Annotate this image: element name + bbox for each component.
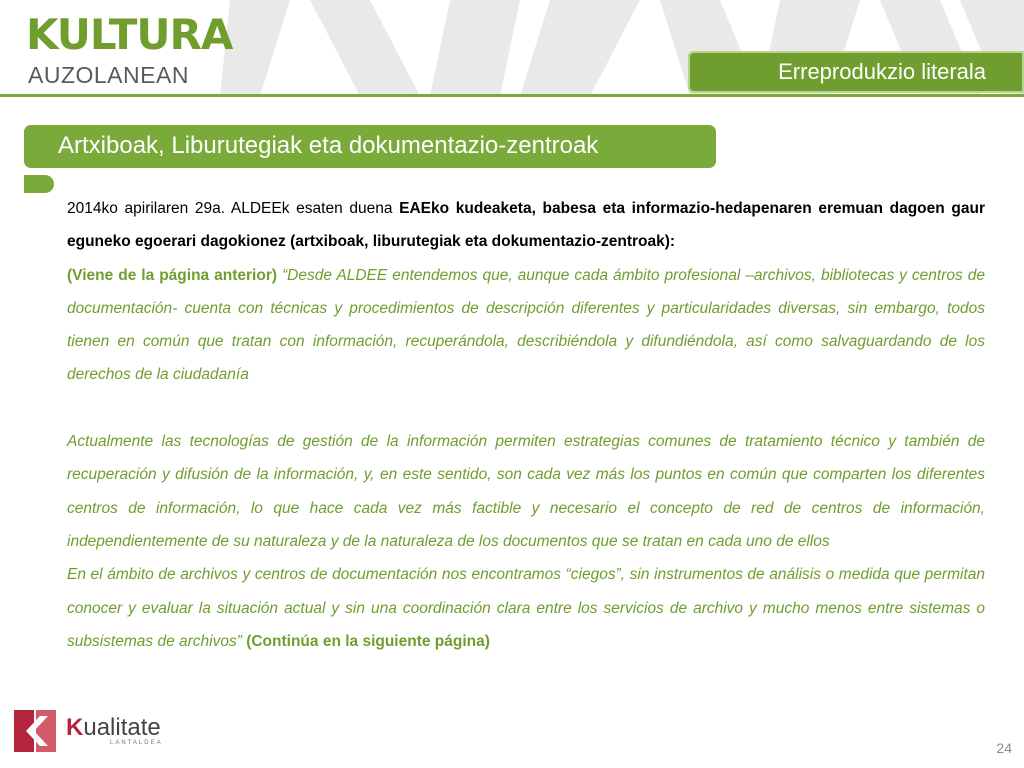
header-rule [0,94,1024,97]
title-badge [688,51,1024,93]
kualitate-logo [14,708,184,754]
slide-body [67,192,985,658]
kultura-logo [26,10,233,88]
intro-bold-text: EAEko kudeaketa, babesa eta informazio-hedapenaren eremuan dagoen gaur eguneko egoerari dagokionez (artxiboak, liburutegiak eta dokumentazio-zentroak): [67,200,985,251]
wordmark-k: K [66,714,84,741]
logo-main-text: KULTURA [26,10,233,59]
next-page-marker: Continúa en la siguiente página [251,632,485,650]
quote-paragraph-2 [67,425,985,558]
bullet-tab [24,175,54,193]
quote-paragraph-1 [67,259,985,392]
quote-text-3: En el ámbito de archivos y centros de documentación nos encontramos “ciegos”, sin instrumentos de análisis o medida que permitan conocer y evaluar la situación actual y sin una coordinación clara entre los servicios de archivo y mucho menos entre sistemas o subsistemas de archivos” [67,566,985,650]
section-title: Artxiboak, Liburutegiak eta dokumentazio-zentroak [58,132,599,159]
logo-sub-text: AUZOLANEAN [28,62,189,88]
kualitate-mark-icon [14,710,56,752]
section-title-bar [24,125,716,168]
badge-label: Erreprodukzio literala [778,59,986,84]
next-close-paren: ) [484,632,490,650]
quote-paragraph-3 [67,558,985,658]
next-open-paren: ( [246,632,252,650]
quote-text-1: “Desde ALDEE entendemos que, aunque cada ámbito profesional –archivos, bibliotecas y centros de documentación- cuenta con técnicas y procedimientos de descripción diferentes y particularidades diversas, sin embargo, todos tienen en común que tratan con información, recuperándola, describiéndola y difundiéndola, así como salvaguardando de los derechos de la ciudadanía [67,266,985,384]
page-number: 24 [996,740,1012,756]
intro-date-text: 2014ko apirilaren 29a. ALDEEk esaten duena [67,200,400,217]
kualitate-subtitle: LANTALDEA [110,740,163,746]
kualitate-wordmark [66,714,161,742]
previous-page-marker: (Viene de la página anterior) [67,266,278,284]
quote-text-2: Actualmente las tecnologías de gestión de la información permiten estrategias comunes de tratamiento técnico y también de recuperación y difusión de la información, y, en este sentido, son cada vez más los puntos en común que comparten los diferentes centros de información, lo que hace cada vez más factible y necesario el concepto de red de centros de información, independientemente de su naturaleza y de la naturaleza de los documentos que se tratan en cada uno de ellos [67,433,985,550]
wordmark-rest: ualitate [83,714,161,741]
intro-paragraph [67,192,985,259]
paragraph-gap [67,392,985,425]
